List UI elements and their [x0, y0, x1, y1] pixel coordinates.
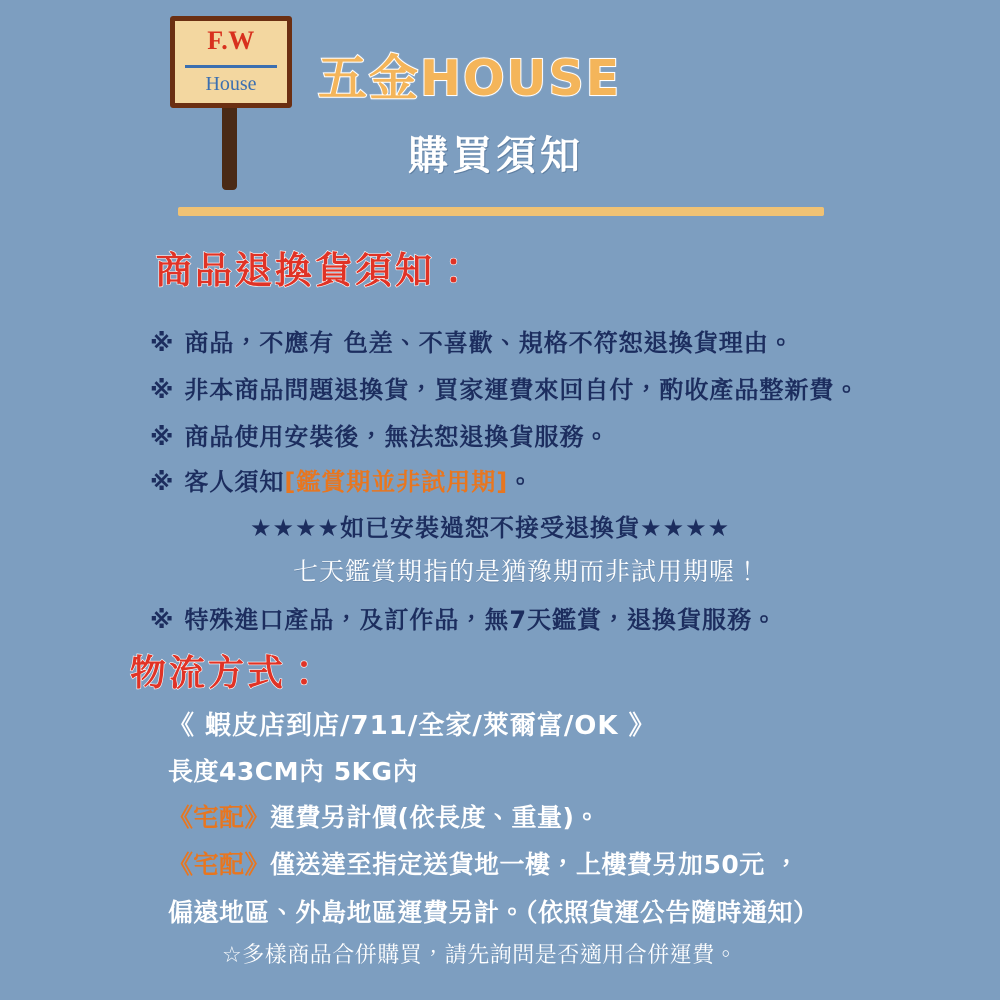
sign-post [222, 108, 237, 190]
shipping-line-3-text: 運費另計價(依長度、重量)。 [270, 803, 600, 832]
return-policy-star-warning: ★★★★如已安裝過恕不接受退換貨★★★★ [250, 514, 731, 542]
shipping-line-3 [168, 798, 600, 834]
return-policy-item-4 [150, 462, 533, 497]
shop-sign-logo [170, 16, 298, 188]
sign-board [170, 16, 292, 108]
shipping-line-5: 偏遠地區、外島地區運費另計。（依照貨運公告隨時通知） [168, 898, 819, 927]
bullet-mark-icon: ※ [150, 329, 175, 357]
return-policy-item-5 [150, 600, 777, 635]
page-title: 購買須知 [408, 133, 584, 179]
shipping-line-6: ☆多樣商品合併購買，請先詢問是否適用合併運費。 [222, 943, 738, 968]
poster-header [0, 0, 1000, 200]
return-policy-item-2-text: 非本商品問題退換貨，買家運費來回自付，酌收產品整新費。 [184, 376, 860, 404]
sign-brand-initials: F.W [207, 26, 255, 55]
shipping-line-1: 《 蝦皮店到店/711/全家/萊爾富/OK 》 [168, 711, 656, 741]
shipping-line-4 [168, 845, 800, 881]
shipping-heading: 物流方式： [130, 653, 326, 694]
return-policy-heading: 商品退換貨須知： [155, 249, 475, 292]
bullet-mark-icon: ※ [150, 468, 175, 496]
return-policy-item-4-suffix: 。 [508, 468, 534, 496]
shipping-line-4-text: 僅送達至指定送貨地一樓，上樓費另加50元 ， [270, 850, 800, 879]
return-policy-item-3 [150, 417, 609, 452]
brand-title: 五金HOUSE [318, 50, 622, 107]
home-delivery-tag: 《宅配》 [168, 850, 271, 879]
return-policy-item-3-text: 商品使用安裝後，無法恕退換貨服務。 [184, 423, 610, 451]
bullet-mark-icon: ※ [150, 606, 175, 634]
bullet-mark-icon: ※ [150, 423, 175, 451]
return-policy-item-4-highlight: [鑑賞期並非試用期] [284, 468, 509, 496]
return-policy-item-1 [150, 323, 794, 358]
bullet-mark-icon: ※ [150, 376, 175, 404]
sign-brand-word: House [205, 73, 257, 95]
return-policy-item-4-prefix: 客人須知 [184, 468, 285, 496]
return-policy-note: 七天鑑賞期指的是猶豫期而非試用期喔！ [293, 557, 762, 586]
return-policy-item-1-text: 商品，不應有 色差、不喜歡、規格不符恕退換貨理由。 [184, 329, 794, 357]
home-delivery-tag: 《宅配》 [168, 803, 271, 832]
return-policy-item-5-text: 特殊進口產品，及訂作品，無7天鑑賞，退換貨服務。 [184, 606, 778, 634]
return-policy-item-2 [150, 370, 859, 405]
header-divider [178, 207, 824, 216]
sign-divider-line [185, 65, 277, 68]
shipping-line-2: 長度43CM內 5KG內 [168, 757, 419, 786]
